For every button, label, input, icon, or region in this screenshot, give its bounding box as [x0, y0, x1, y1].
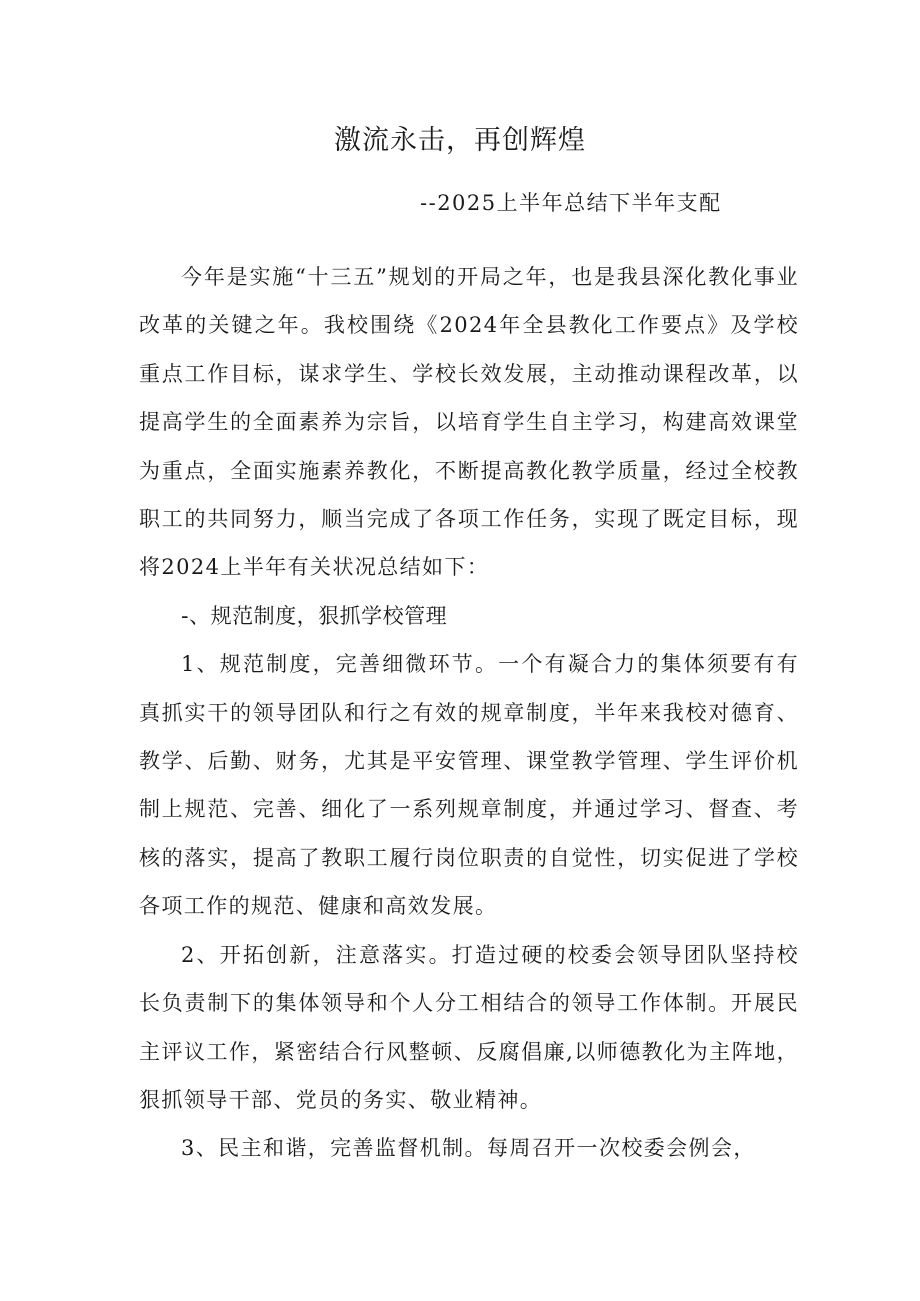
intro-paragraph: 今年是实施“十三五”规划的开局之年，也是我县深化教化事业改革的关键之年。我校围绕《2024年全县教化工作要点》及学校重点工作目标，谋求学生、学校长效发展，主动推动课程改革，以提高学生的全面素养为宗旨，以培育学生自主学习，构建高效课堂为重点，全面实施素养教化，不断提高教化教学质量，经过全校教职工的共同努力，顺当完成了各项工作任务，实现了既定目标，现将2024上半年有关状况总结如下：: [139, 265, 799, 580]
section-item-3: 3、民主和谐，完善监督机制。每周召开一次校委会例会，: [181, 1136, 756, 1161]
section-item-1: 1、规范制度，完善细微环节。一个有凝合力的集体须要有有真抓实干的领导团队和行之有效的规章制度，半年来我校对德育、教学、后勤、财务，尤其是平安管理、课堂教学管理、学生评价机制上规范、完善、细化了一系列规章制度，并通过学习、督查、考核的落实，提高了教职工履行岗位职责的自觉性，切实促进了学校各项工作的规范、健康和高效发展。: [139, 652, 799, 919]
document-subtitle: --2025上半年总结下半年支配: [420, 191, 722, 215]
document-body: [139, 253, 799, 1173]
section-heading: -、规范制度，狠抓学校管理: [181, 603, 448, 628]
document-title: 激流永击，再创辉煌: [334, 125, 586, 156]
section-item-2: 2、开拓创新，注意落实。打造过硬的校委会领导团队坚持校长负责制下的集体领导和个人分工相结合的领导工作体制。开展民主评议工作，紧密结合行风整顿、反腐倡廉,以师德教化为主阵地，狠抓领导干部、党员的务实、敬业精神。: [139, 942, 799, 1112]
